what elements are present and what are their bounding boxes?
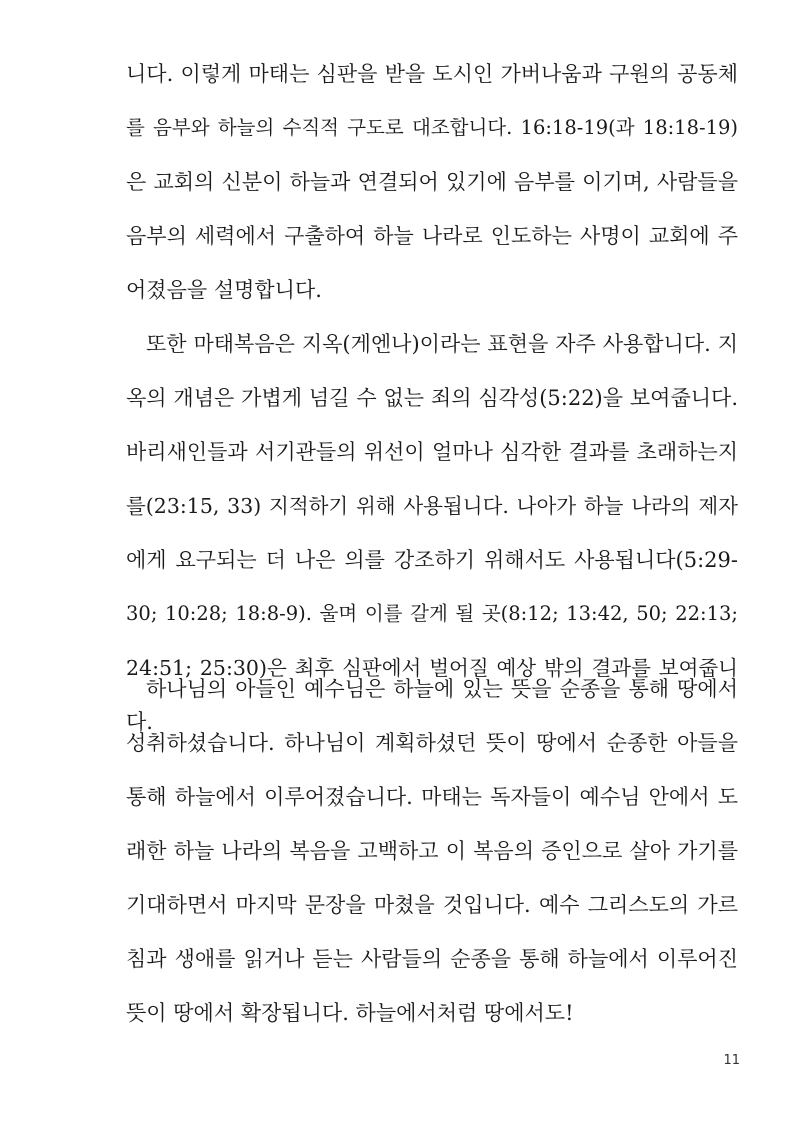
text-line: 음부의 세력에서 구출하여 하늘 나라로 인도하는 사명이 교회에 주 — [126, 224, 738, 248]
text-line: 어졌음을 설명합니다. — [126, 278, 322, 302]
text-line: 다. — [126, 710, 153, 734]
paragraph-3 — [126, 662, 738, 1040]
text-line: 를(23:15, 33) 지적하기 위해 사용됩니다. 나아가 하늘 나라의 제자 — [126, 494, 738, 518]
text-line: 통해 하늘에서 이루어졌습니다. 마태는 독자들이 예수님 안에서 도 — [126, 785, 738, 809]
text-line: 에게 요구되는 더 나은 의를 강조하기 위해서도 사용됩니다(5:29- — [126, 548, 738, 572]
text-line: 성취하셨습니다. 하나님이 계획하셨던 뜻이 땅에서 순종한 아들을 — [126, 731, 738, 755]
text-line: 24:51; 25:30)은 최후 심판에서 벌어질 예상 밖의 결과를 보여줍니 — [126, 656, 738, 680]
text-line: 또한 마태복음은 지옥(게엔나)이라는 표현을 자주 사용합니다. 지 — [146, 332, 738, 356]
text-line: 은 교회의 신분이 하늘과 연결되어 있기에 음부를 이기며, 사람들을 — [126, 170, 738, 194]
text-line: 기대하면서 마지막 문장을 마쳤을 것입니다. 예수 그리스도의 가르 — [126, 893, 738, 917]
text-line: 침과 생애를 읽거나 듣는 사람들의 순종을 통해 하늘에서 이루어진 — [126, 947, 738, 971]
text-line: 하나님의 아들인 예수님은 하늘에 있는 뜻을 순종을 통해 땅에서 — [146, 677, 738, 701]
text-line: 뜻이 땅에서 확장됩니다. 하늘에서처럼 땅에서도! — [126, 1001, 574, 1025]
text-line: 30; 10:28; 18:8-9). 울며 이를 갈게 될 곳(8:12; 13:42, 50; 22:13; — [126, 602, 738, 625]
text-line: 니다. 이렇게 마태는 심판을 받을 도시인 가버나움과 구원의 공동체 — [126, 62, 738, 86]
text-line: 옥의 개념은 가볍게 넘길 수 없는 죄의 심각성(5:22)을 보여줍니다. — [126, 386, 738, 410]
paragraph-1 — [126, 47, 738, 317]
text-line: 를 음부와 하늘의 수직적 구도로 대조합니다. 16:18-19(과 18:18-19) — [126, 116, 738, 139]
page-number: 11 — [723, 1053, 740, 1068]
text-line: 바리새인들과 서기관들의 위선이 얼마나 심각한 결과를 초래하는지 — [126, 440, 738, 464]
text-line: 래한 하늘 나라의 복음을 고백하고 이 복음의 증인으로 살아 가기를 — [126, 839, 738, 863]
